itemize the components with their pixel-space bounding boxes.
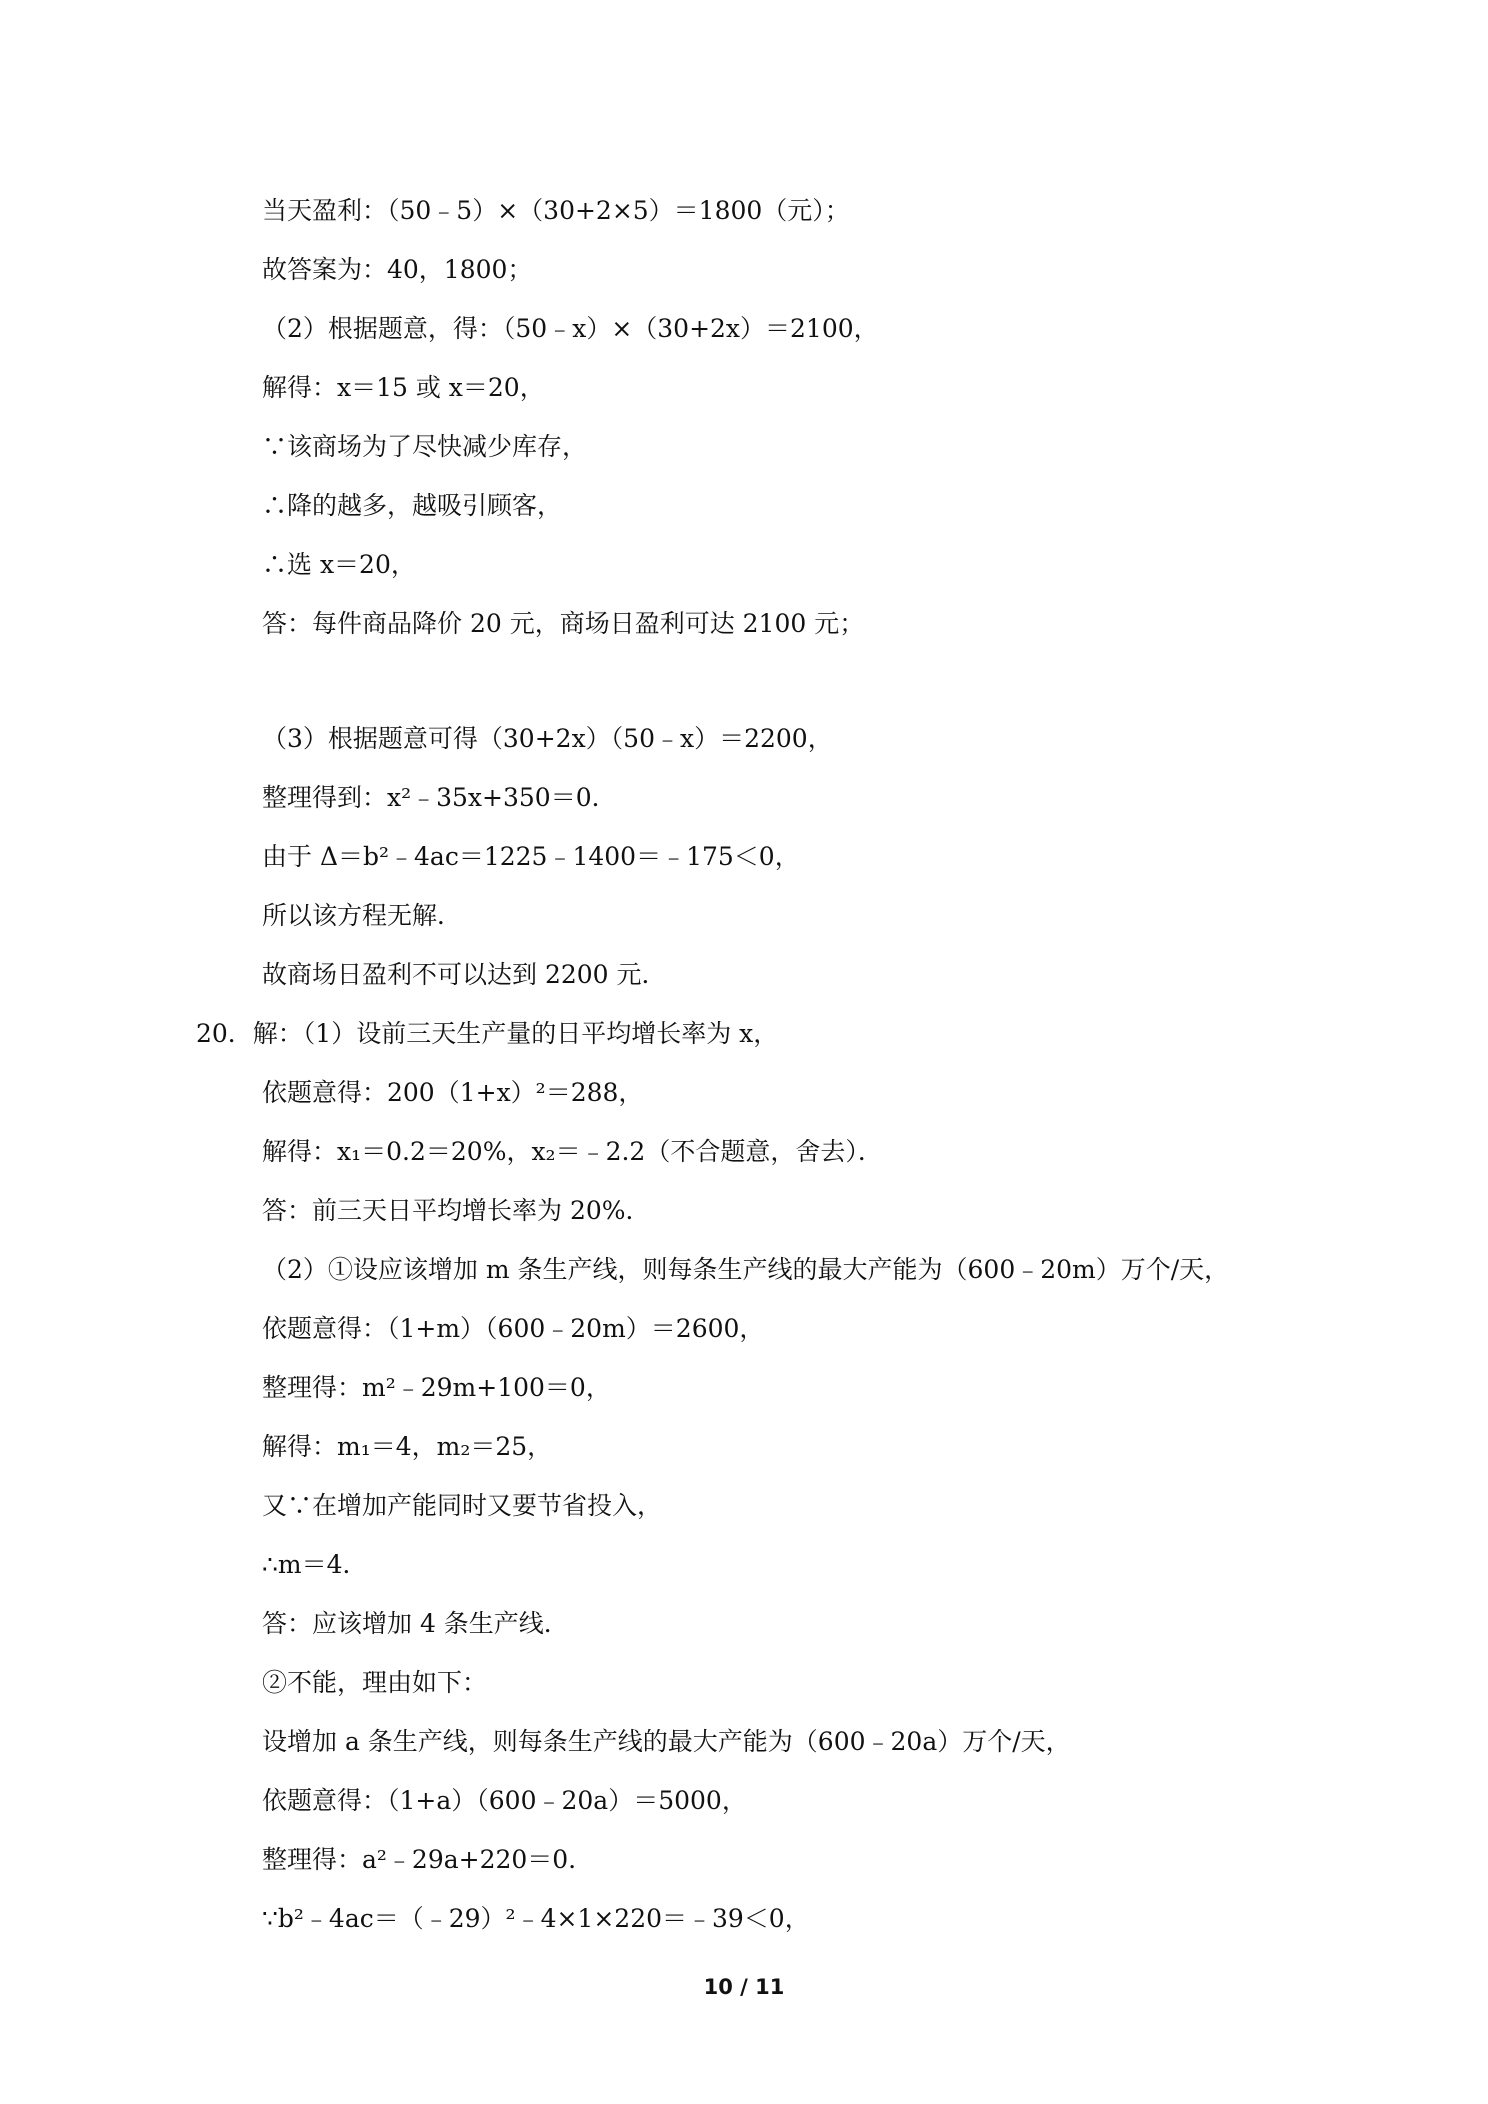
text-line: ∴选 x＝20， <box>262 550 416 579</box>
text-line: ∴m＝4． <box>262 1550 368 1579</box>
text-line: 整理得到：x²﹣35x+350＝0． <box>262 783 617 812</box>
text-line: 依题意得：200（1+x）²＝288， <box>262 1078 644 1107</box>
text-line: ∴降的越多，越吸引顾客， <box>262 491 563 520</box>
text-line: 当天盈利：（50﹣5）×（30+2×5）＝1800（元）； <box>262 196 850 225</box>
text-line: 设增加 a 条生产线，则每条生产线的最大产能为（600﹣20a）万个/天， <box>262 1727 1071 1756</box>
question-heading: 20．解：（1）设前三天生产量的日平均增长率为 x， <box>196 1019 779 1048</box>
text-line: 整理得：a²﹣29a+220＝0． <box>262 1845 594 1874</box>
text-line: 答：每件商品降价 20 元，商场日盈利可达 2100 元； <box>262 609 865 638</box>
text-line: 依题意得：（1+a）（600﹣20a）＝5000， <box>262 1786 747 1815</box>
text-line: （3）根据题意可得（30+2x）（50﹣x）＝2200， <box>262 724 833 753</box>
text-line: 解得：m₁＝4，m₂＝25， <box>262 1432 553 1461</box>
text-line: （2）根据题意，得：（50﹣x）×（30+2x）＝2100， <box>262 314 879 343</box>
text-line: 由于 Δ＝b²﹣4ac＝1225﹣1400＝﹣175＜0， <box>262 842 800 871</box>
text-line: 又∵在增加产能同时又要节省投入， <box>262 1491 663 1520</box>
text-line: 故答案为：40，1800； <box>262 255 533 284</box>
text-line: 答：前三天日平均增长率为 20%． <box>262 1196 651 1225</box>
text-line: 故商场日盈利不可以达到 2200 元． <box>262 960 667 989</box>
page-number: 10 / 11 <box>703 1975 785 1999</box>
text-line: ∵该商场为了尽快减少库存， <box>262 432 588 461</box>
text-line: 解得：x₁＝0.2＝20%，x₂＝﹣2.2（不合题意，舍去）． <box>262 1137 883 1166</box>
text-line: （2）①设应该增加 m 条生产线，则每条生产线的最大产能为（600﹣20m）万个/天， <box>262 1255 1230 1284</box>
text-line: 所以该方程无解． <box>262 901 463 930</box>
text-line: 解得：x＝15 或 x＝20， <box>262 373 545 402</box>
text-line: 整理得：m²﹣29m+100＝0， <box>262 1373 611 1402</box>
text-line: 依题意得：（1+m）（600﹣20m）＝2600， <box>262 1314 765 1343</box>
text-line: 答：应该增加 4 条生产线． <box>262 1609 569 1638</box>
text-line: ∵b²﹣4ac＝（﹣29）²﹣4×1×220＝﹣39＜0， <box>262 1904 810 1933</box>
text-line: ②不能，理由如下： <box>262 1668 488 1697</box>
